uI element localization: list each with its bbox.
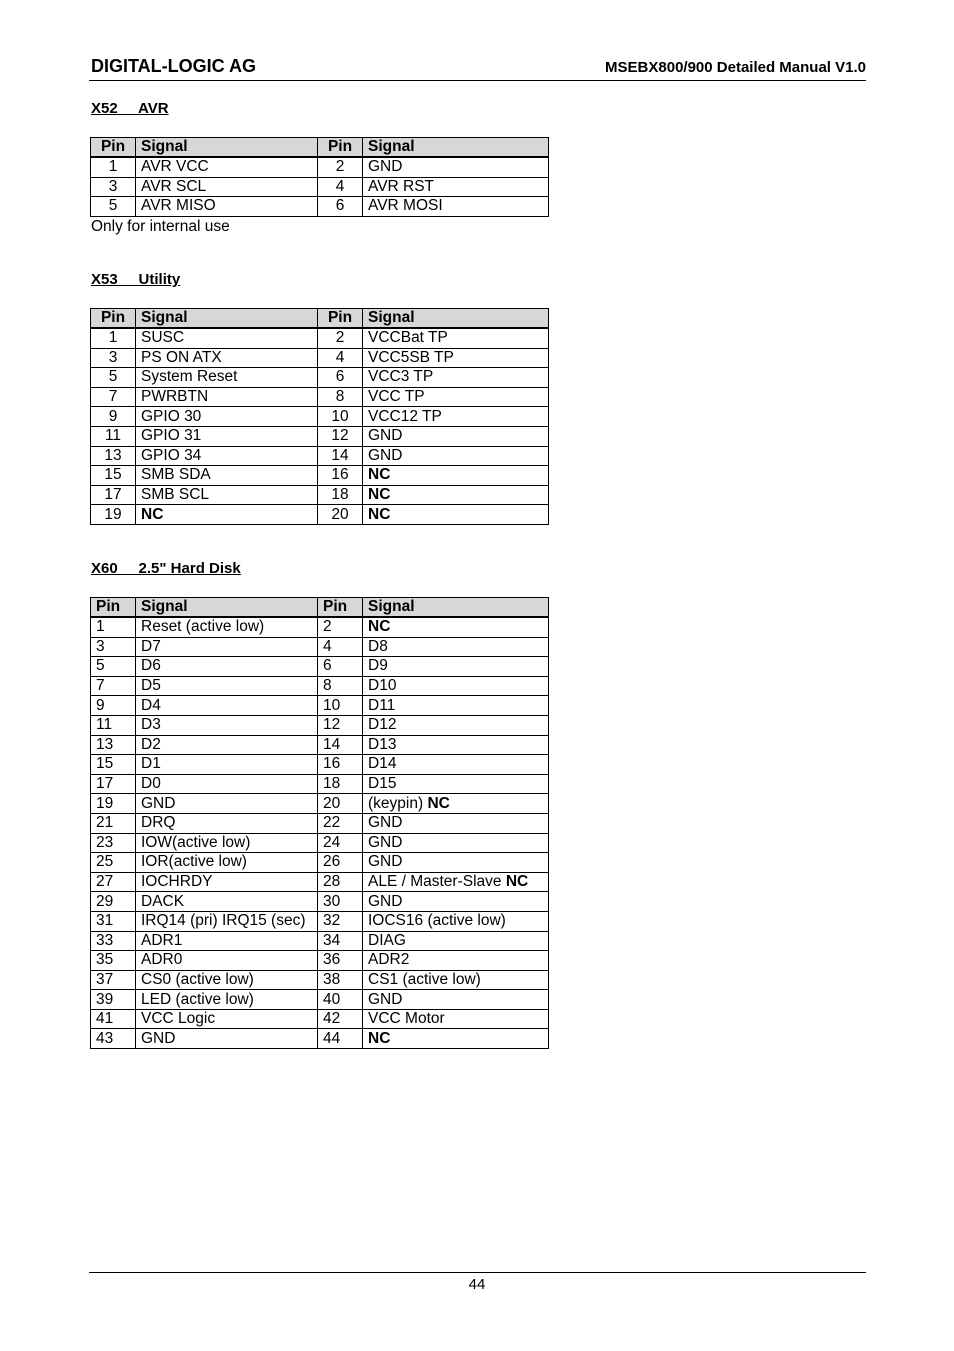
signal-name: PWRBTN [136, 387, 318, 407]
signal-name: D5 [136, 676, 318, 696]
table-row [91, 617, 549, 637]
column-header-signal: Signal [363, 598, 549, 618]
column-header-signal: Signal [363, 309, 549, 329]
signal-name: VCC Motor [363, 1009, 549, 1029]
footer-rule [89, 1272, 866, 1273]
table-row [91, 177, 549, 197]
pin-number: 2 [318, 328, 363, 348]
company-name: DIGITAL-LOGIC AG [91, 56, 256, 76]
signal-name: GND [363, 833, 549, 853]
signal-name: ALE / Master-Slave NC [363, 872, 549, 892]
signal-name: DRQ [136, 813, 318, 833]
table-row [91, 872, 549, 892]
pin-number: 25 [91, 853, 136, 873]
table-row [91, 657, 549, 677]
signal-name: AVR RST [363, 177, 549, 197]
section-name: Utility [138, 271, 181, 288]
signal-name: D14 [363, 755, 549, 775]
table-row [91, 1029, 549, 1049]
section-title-x60 [91, 560, 241, 577]
pin-number: 14 [318, 735, 363, 755]
pin-number: 20 [318, 505, 363, 525]
pin-number: 26 [318, 853, 363, 873]
pin-number: 13 [91, 735, 136, 755]
pin-number: 5 [91, 197, 136, 217]
table-row [91, 911, 549, 931]
signal-name: System Reset [136, 368, 318, 388]
pin-number: 5 [91, 657, 136, 677]
pin-number: 8 [318, 387, 363, 407]
table-row [91, 1009, 549, 1029]
pin-number: 13 [91, 446, 136, 466]
signal-name: SUSC [136, 328, 318, 348]
signal-name: D8 [363, 637, 549, 657]
section-name: AVR [137, 100, 169, 117]
column-header-signal: Signal [363, 138, 549, 158]
signal-name: GND [363, 853, 549, 873]
pin-number: 7 [91, 676, 136, 696]
pin-number: 17 [91, 774, 136, 794]
column-header-signal: Signal [136, 309, 318, 329]
pin-number: 40 [318, 990, 363, 1010]
table-row [91, 696, 549, 716]
header-rule [89, 80, 866, 81]
table-row [91, 715, 549, 735]
column-header-pin: Pin [91, 598, 136, 618]
page-number: 44 [468, 1276, 486, 1293]
signal-name: D12 [363, 715, 549, 735]
pin-number: 3 [91, 637, 136, 657]
pin-number: 31 [91, 911, 136, 931]
table-row [91, 676, 549, 696]
signal-name: GPIO 30 [136, 407, 318, 427]
signal-name: NC [363, 485, 549, 505]
pin-number: 10 [318, 407, 363, 427]
table-header-row [91, 309, 549, 329]
table-row [91, 446, 549, 466]
signal-name: ADR0 [136, 951, 318, 971]
pin-number: 1 [91, 617, 136, 637]
signal-name: D13 [363, 735, 549, 755]
signal-name: SMB SCL [136, 485, 318, 505]
signal-name: GND [363, 990, 549, 1010]
table-row [91, 387, 549, 407]
signal-name: NC [363, 505, 549, 525]
signal-name: D0 [136, 774, 318, 794]
signal-name: GND [363, 446, 549, 466]
pin-number: 27 [91, 872, 136, 892]
table-row [91, 735, 549, 755]
pin-number: 6 [318, 657, 363, 677]
column-header-signal: Signal [136, 598, 318, 618]
signal-name: GND [363, 426, 549, 446]
signal-name: IRQ14 (pri) IRQ15 (sec) [136, 911, 318, 931]
column-header-pin: Pin [318, 598, 363, 618]
signal-name: D4 [136, 696, 318, 716]
signal-name: AVR MOSI [363, 197, 549, 217]
column-header-pin: Pin [318, 138, 363, 158]
pin-number: 29 [91, 892, 136, 912]
signal-name: NC [136, 505, 318, 525]
pin-number: 41 [91, 1009, 136, 1029]
pin-number: 15 [91, 755, 136, 775]
table-row [91, 833, 549, 853]
signal-name: D2 [136, 735, 318, 755]
signal-name: AVR VCC [136, 157, 318, 177]
pin-number: 4 [318, 637, 363, 657]
pin-number: 3 [91, 348, 136, 368]
pin-number: 9 [91, 696, 136, 716]
manual-title: MSEBX800/900 Detailed Manual V1.0 [605, 59, 866, 76]
column-header-pin: Pin [318, 309, 363, 329]
signal-name: GPIO 31 [136, 426, 318, 446]
pin-number: 38 [318, 970, 363, 990]
table-row [91, 466, 549, 486]
pin-number: 39 [91, 990, 136, 1010]
pin-number: 1 [91, 157, 136, 177]
pin-number: 18 [318, 774, 363, 794]
signal-name: (keypin) NC [363, 794, 549, 814]
section-id: X53 [91, 271, 118, 288]
pin-number: 11 [91, 426, 136, 446]
table-row [91, 951, 549, 971]
pin-table-x60 [90, 597, 549, 1049]
signal-name: CS0 (active low) [136, 970, 318, 990]
signal-name: D6 [136, 657, 318, 677]
table-row [91, 328, 549, 348]
column-header-signal: Signal [136, 138, 318, 158]
pin-number: 7 [91, 387, 136, 407]
pin-number: 22 [318, 813, 363, 833]
table-row [91, 505, 549, 525]
table-header-row [91, 138, 549, 158]
section-name: 2.5" Hard Disk [138, 560, 241, 577]
pin-table-x52 [90, 137, 549, 217]
note-internal-use: Only for internal use [91, 218, 230, 235]
table-row [91, 755, 549, 775]
pin-number: 2 [318, 157, 363, 177]
table-row [91, 892, 549, 912]
pin-number: 35 [91, 951, 136, 971]
pin-number: 19 [91, 505, 136, 525]
pin-number: 19 [91, 794, 136, 814]
signal-name: D10 [363, 676, 549, 696]
pin-number: 30 [318, 892, 363, 912]
signal-name: VCC3 TP [363, 368, 549, 388]
section-title-x53 [91, 271, 180, 288]
section-title-x52 [91, 100, 169, 117]
signal-name: VCC TP [363, 387, 549, 407]
column-header-pin: Pin [91, 138, 136, 158]
table-row [91, 485, 549, 505]
table-header-row [91, 598, 549, 618]
signal-name: DIAG [363, 931, 549, 951]
table-row [91, 970, 549, 990]
pin-number: 17 [91, 485, 136, 505]
signal-name: D11 [363, 696, 549, 716]
signal-name: GND [136, 794, 318, 814]
signal-name: GPIO 34 [136, 446, 318, 466]
pin-number: 36 [318, 951, 363, 971]
section-id: X60 [91, 560, 118, 577]
pin-number: 23 [91, 833, 136, 853]
signal-name: GND [136, 1029, 318, 1049]
table-row [91, 794, 549, 814]
pin-number: 3 [91, 177, 136, 197]
signal-name: VCC5SB TP [363, 348, 549, 368]
signal-name: CS1 (active low) [363, 970, 549, 990]
pin-number: 42 [318, 1009, 363, 1029]
pin-number: 2 [318, 617, 363, 637]
table-row [91, 348, 549, 368]
pin-number: 16 [318, 755, 363, 775]
signal-name: DACK [136, 892, 318, 912]
pin-number: 5 [91, 368, 136, 388]
pin-number: 9 [91, 407, 136, 427]
signal-name: IOR(active low) [136, 853, 318, 873]
column-header-pin: Pin [91, 309, 136, 329]
table-row [91, 407, 549, 427]
signal-name: VCC12 TP [363, 407, 549, 427]
signal-name: AVR MISO [136, 197, 318, 217]
signal-name: IOW(active low) [136, 833, 318, 853]
pin-number: 12 [318, 426, 363, 446]
table-row [91, 813, 549, 833]
pin-number: 21 [91, 813, 136, 833]
signal-name: Reset (active low) [136, 617, 318, 637]
pin-number: 44 [318, 1029, 363, 1049]
table-row [91, 774, 549, 794]
signal-name: D3 [136, 715, 318, 735]
pin-number: 6 [318, 368, 363, 388]
table-row [91, 157, 549, 177]
signal-name: PS ON ATX [136, 348, 318, 368]
signal-name: VCC Logic [136, 1009, 318, 1029]
table-row [91, 426, 549, 446]
signal-name: D9 [363, 657, 549, 677]
table-row [91, 197, 549, 217]
table-row [91, 368, 549, 388]
pin-number: 6 [318, 197, 363, 217]
signal-name: D15 [363, 774, 549, 794]
pin-number: 43 [91, 1029, 136, 1049]
table-row [91, 853, 549, 873]
pin-number: 34 [318, 931, 363, 951]
page-header [91, 56, 866, 80]
signal-name: GND [363, 892, 549, 912]
pin-number: 28 [318, 872, 363, 892]
signal-name: LED (active low) [136, 990, 318, 1010]
pin-number: 15 [91, 466, 136, 486]
signal-name: SMB SDA [136, 466, 318, 486]
table-row [91, 990, 549, 1010]
table-row [91, 931, 549, 951]
signal-name: IOCS16 (active low) [363, 911, 549, 931]
signal-name: GND [363, 157, 549, 177]
signal-name: ADR2 [363, 951, 549, 971]
pin-number: 20 [318, 794, 363, 814]
section-id: X52 [91, 100, 118, 117]
pin-number: 10 [318, 696, 363, 716]
signal-name: IOCHRDY [136, 872, 318, 892]
signal-name: D7 [136, 637, 318, 657]
signal-name: NC [363, 466, 549, 486]
pin-number: 4 [318, 177, 363, 197]
pin-number: 18 [318, 485, 363, 505]
pin-number: 12 [318, 715, 363, 735]
pin-number: 8 [318, 676, 363, 696]
pin-number: 4 [318, 348, 363, 368]
signal-name: NC [363, 1029, 549, 1049]
pin-number: 37 [91, 970, 136, 990]
signal-name: VCCBat TP [363, 328, 549, 348]
pin-number: 1 [91, 328, 136, 348]
pin-number: 11 [91, 715, 136, 735]
signal-name: AVR SCL [136, 177, 318, 197]
pin-number: 33 [91, 931, 136, 951]
pin-number: 24 [318, 833, 363, 853]
signal-name: GND [363, 813, 549, 833]
signal-name: NC [363, 617, 549, 637]
pin-table-x53 [90, 308, 549, 525]
table-row [91, 637, 549, 657]
pin-number: 16 [318, 466, 363, 486]
signal-name: ADR1 [136, 931, 318, 951]
pin-number: 14 [318, 446, 363, 466]
pin-number: 32 [318, 911, 363, 931]
signal-name: D1 [136, 755, 318, 775]
